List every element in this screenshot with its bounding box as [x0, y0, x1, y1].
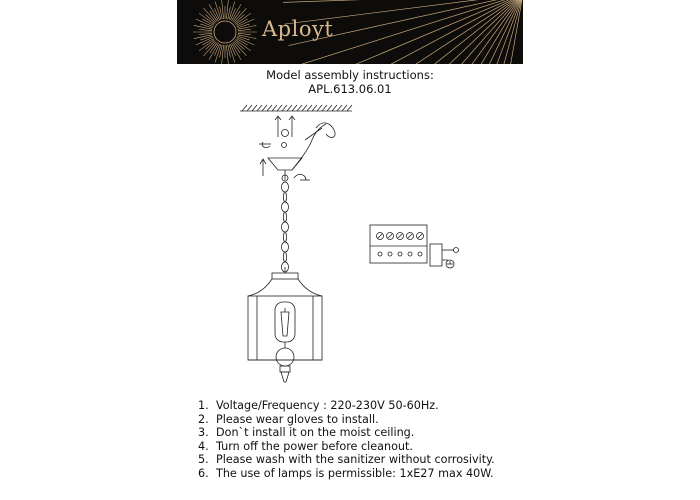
instruction-item	[198, 413, 495, 427]
terminal-block-diagram	[370, 225, 459, 266]
screwdriver-icon	[275, 116, 335, 140]
instruction-item	[198, 453, 495, 467]
instruction-number: 1.	[198, 399, 209, 412]
rotate-icon	[259, 142, 287, 148]
up-arrow-icon	[260, 159, 266, 176]
instruction-text: The use of lamps is permissible: 1xE27 max 40W.	[216, 466, 494, 480]
pendant-lamp-diagram	[248, 124, 326, 382]
instruction-text: Turn off the power before cleanout.	[216, 439, 413, 453]
model-number: APL.613.06.01	[308, 82, 392, 96]
instruction-number: 5.	[198, 453, 209, 466]
instruction-item	[198, 399, 495, 413]
instruction-number: 2.	[198, 412, 209, 426]
ground-symbol-icon	[446, 260, 454, 268]
instruction-number: 6.	[198, 466, 209, 480]
instructions-list	[198, 399, 495, 480]
brand-name: Aployt	[262, 17, 334, 41]
instruction-text: Voltage/Frequency : 220-230V 50-60Hz.	[216, 399, 439, 412]
instruction-item	[198, 440, 495, 454]
instruction-number: 4.	[198, 439, 209, 453]
instruction-text: Please wash with the sanitizer without corrosivity.	[216, 453, 495, 466]
instruction-text: Don`t install it on the moist ceiling.	[216, 426, 415, 439]
ceiling-hatch-icon	[240, 105, 352, 111]
instruction-item	[198, 426, 495, 440]
title-line: Model assembly instructions:	[266, 68, 434, 82]
instruction-text: Please wear gloves to install.	[216, 412, 379, 426]
instruction-item	[198, 467, 495, 481]
instruction-number: 3.	[198, 426, 209, 439]
